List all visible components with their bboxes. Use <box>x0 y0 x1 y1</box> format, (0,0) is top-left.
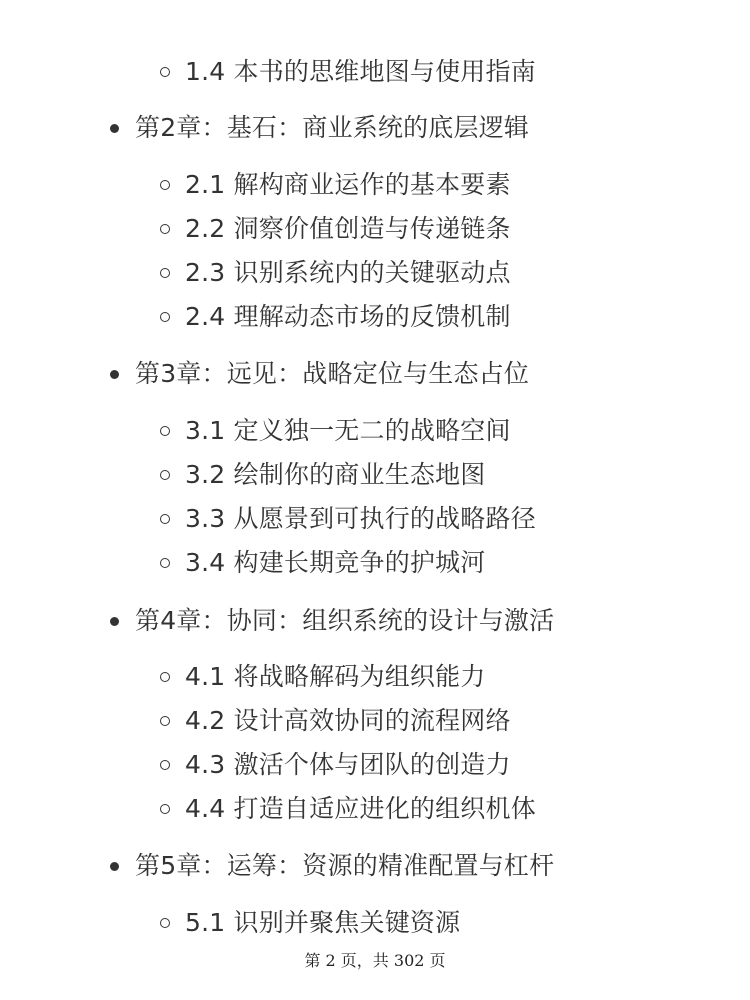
circle-bullet-icon <box>160 716 170 726</box>
toc-item-section[interactable] <box>160 745 511 785</box>
circle-bullet-icon <box>160 514 170 524</box>
page-number-footer: 第 2 页，共 302 页 <box>304 951 446 970</box>
toc-item-label: 2.3 识别系统内的关键驱动点 <box>185 258 511 287</box>
toc-item-section[interactable] <box>160 165 511 205</box>
toc-item-chapter[interactable] <box>110 601 554 641</box>
toc-item-label: 第5章：运筹：资源的精准配置与杠杆 <box>135 851 555 880</box>
circle-bullet-icon <box>160 760 170 770</box>
toc-item-label: 2.4 理解动态市场的反馈机制 <box>185 302 511 331</box>
toc-item-label: 1.4 本书的思维地图与使用指南 <box>185 57 536 86</box>
toc-item-section[interactable] <box>160 297 511 337</box>
toc-item-section[interactable] <box>160 52 536 92</box>
disc-bullet-icon <box>110 617 119 626</box>
toc-item-section[interactable] <box>160 499 536 539</box>
circle-bullet-icon <box>160 558 170 568</box>
toc-item-section[interactable] <box>160 209 511 249</box>
toc-item-label: 4.4 打造自适应进化的组织机体 <box>185 794 536 823</box>
toc-item-label: 2.2 洞察价值创造与传递链条 <box>185 214 511 243</box>
circle-bullet-icon <box>160 180 170 190</box>
circle-bullet-icon <box>160 918 170 928</box>
disc-bullet-icon <box>110 370 119 379</box>
toc-item-label: 3.3 从愿景到可执行的战略路径 <box>185 504 536 533</box>
toc-item-section[interactable] <box>160 789 536 829</box>
toc-item-label: 第4章：协同：组织系统的设计与激活 <box>135 606 555 635</box>
circle-bullet-icon <box>160 426 170 436</box>
toc-item-section[interactable] <box>160 657 486 697</box>
toc-item-section[interactable] <box>160 411 511 451</box>
circle-bullet-icon <box>160 470 170 480</box>
toc-item-section[interactable] <box>160 455 486 495</box>
disc-bullet-icon <box>110 124 119 133</box>
toc-item-section[interactable] <box>160 543 486 583</box>
circle-bullet-icon <box>160 67 170 77</box>
disc-bullet-icon <box>110 862 119 871</box>
toc-item-label: 3.4 构建长期竞争的护城河 <box>185 548 486 577</box>
circle-bullet-icon <box>160 224 170 234</box>
toc-item-label: 4.2 设计高效协同的流程网络 <box>185 706 511 735</box>
toc-item-label: 3.2 绘制你的商业生态地图 <box>185 460 486 489</box>
toc-item-section[interactable] <box>160 253 511 293</box>
toc-item-label: 5.1 识别并聚焦关键资源 <box>185 908 461 937</box>
circle-bullet-icon <box>160 268 170 278</box>
toc-item-label: 4.1 将战略解码为组织能力 <box>185 662 486 691</box>
toc-item-chapter[interactable] <box>110 354 529 394</box>
toc-item-chapter[interactable] <box>110 108 529 148</box>
toc-item-section[interactable] <box>160 903 460 943</box>
toc-item-label: 3.1 定义独一无二的战略空间 <box>185 416 511 445</box>
circle-bullet-icon <box>160 672 170 682</box>
circle-bullet-icon <box>160 312 170 322</box>
toc-item-label: 第2章：基石：商业系统的底层逻辑 <box>135 113 530 142</box>
toc-item-label: 第3章：远见：战略定位与生态占位 <box>135 359 530 388</box>
toc-item-chapter[interactable] <box>110 846 554 886</box>
circle-bullet-icon <box>160 804 170 814</box>
toc-item-label: 2.1 解构商业运作的基本要素 <box>185 170 511 199</box>
toc-item-section[interactable] <box>160 701 511 741</box>
toc-item-label: 4.3 激活个体与团队的创造力 <box>185 750 511 779</box>
